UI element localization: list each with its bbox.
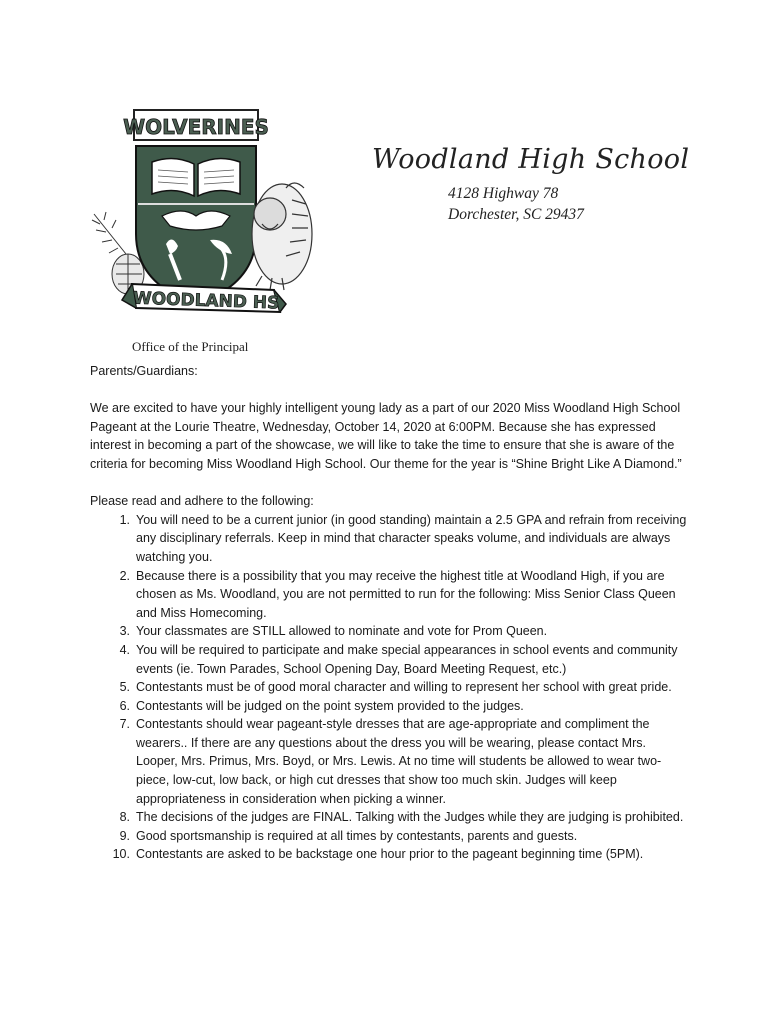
- rule-number: 5.: [119, 680, 130, 695]
- rule-text: Contestants must be of good moral character and willing to represent her school with great pride.: [136, 680, 672, 695]
- rule-item: [90, 511, 690, 567]
- rule-number: 2.: [119, 568, 130, 583]
- rule-number: 9.: [119, 828, 130, 843]
- intro-paragraph: We are excited to have your highly intelligent young lady as a part of our 2020 Miss Woodland High School Pageant at the Lourie Theatre, Wednesday, October 14, 2020 at 6:00PM. Because she has expressed interest in becoming a part of the showcase, we will like to take the time to ensure that she is aware of the criteria for becoming Miss Woodland High School. Our theme for the year is “Shine Bright Like A Diamond.”: [90, 401, 682, 471]
- rule-item: [90, 622, 690, 641]
- address-line-2: Dorchester, SC 29437: [448, 206, 584, 223]
- school-name: Woodland High School: [372, 144, 690, 175]
- rule-number: 8.: [119, 810, 130, 825]
- rule-item: [90, 808, 690, 827]
- rule-item: [90, 715, 690, 808]
- rule-number: 4.: [119, 642, 130, 657]
- rule-number: 3.: [119, 624, 130, 639]
- rule-number: 1.: [119, 512, 130, 527]
- rule-item: [90, 641, 690, 678]
- rule-item: [90, 567, 690, 623]
- address-line-1: 4128 Highway 78: [448, 185, 559, 202]
- school-crest-logo: [86, 104, 316, 336]
- crest-bottom-banner-text: WOODLAND HS: [132, 288, 280, 314]
- school-header: [372, 144, 692, 225]
- rule-number: 6.: [119, 698, 130, 713]
- rule-text: Contestants should wear pageant-style dresses that are age-appropriate and compliment the wearers.. If there are any questions about the dress you will be wearing, please contact Mrs. Looper, Mrs. Primus, Mrs. Boyd, or Mrs. Lewis. At no time will students be allowed to wear two-piece, low-cut, low back, or high cut dresses that show too much skin. Judges will keep appropriateness in consideration when picking a winner.: [136, 717, 662, 806]
- crest-top-banner-text: WOLVERINES: [123, 115, 269, 139]
- rules-list: [90, 511, 690, 864]
- rule-text: Good sportsmanship is required at all times by contestants, parents and guests.: [136, 828, 578, 843]
- letter-body: [90, 362, 690, 864]
- rule-text: Because there is a possibility that you may receive the highest title at Woodland High, if you are chosen as Ms. Woodland, you are not permitted to run for the following: Miss Senior Class Queen and Miss Homecoming.: [136, 568, 676, 620]
- rule-text: You will be required to participate and make special appearances in school events and community events (ie. Town Parades, School Opening Day, Board Meeting Request, etc.): [136, 642, 678, 676]
- rule-text: The decisions of the judges are FINAL. Talking with the Judges while they are judging is prohibited.: [136, 810, 684, 825]
- rule-item: [90, 827, 690, 846]
- rule-item: [90, 845, 690, 864]
- rule-text: Your classmates are STILL allowed to nominate and vote for Prom Queen.: [136, 624, 548, 639]
- salutation: Parents/Guardians:: [90, 364, 198, 378]
- rule-text: Contestants will be judged on the point system provided to the judges.: [136, 698, 524, 713]
- rule-number: 7.: [119, 717, 130, 732]
- rule-item: [90, 678, 690, 697]
- rule-item: [90, 697, 690, 716]
- rule-text: Contestants are asked to be backstage one hour prior to the pageant beginning time (5PM).: [136, 847, 644, 862]
- rule-text: You will need to be a current junior (in good standing) maintain a 2.5 GPA and refrain from receiving any disciplinary referrals. Keep in mind that character speaks volume, and individuals are always watching you.: [136, 512, 687, 564]
- list-intro: Please read and adhere to the following:: [90, 494, 314, 509]
- rule-number: 10.: [112, 847, 130, 862]
- office-label: Office of the Principal: [132, 339, 249, 354]
